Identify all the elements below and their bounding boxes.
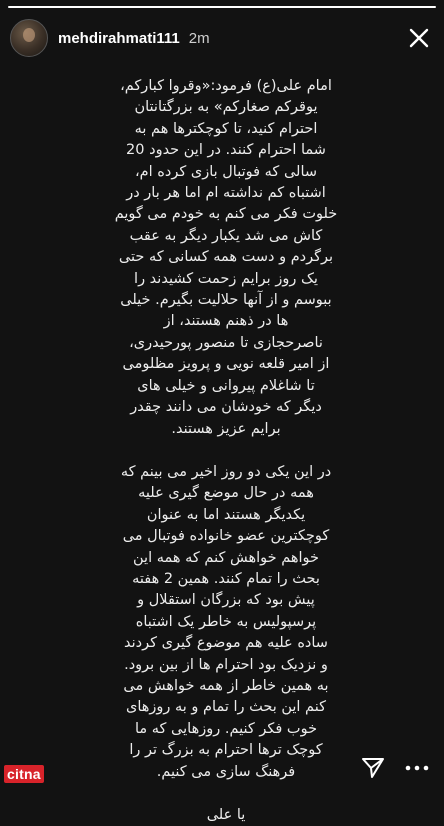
timestamp: 2m — [188, 29, 210, 47]
username-link[interactable]: mehdirahmati111 — [58, 29, 180, 47]
story-signature: یا علی — [206, 807, 246, 823]
close-icon — [408, 27, 430, 49]
story-paragraph-2: در این یکی دو روز اخیر می بینم که همه در حال موضع گیری علیه یکدیگر هستند اما به عنوان کوچکترین عضو خانواده فوتبال می خواهم خواهش کنم که همه این بحث را تمام کنند. همین 2 هفته پیش بود که بزرگان استقلال و پرسپولیس به خاطر یک اشتباه ساده علیه هم موضوع گیری کردند و نزدیک بود احترام ها از بین برود. به همین خاطر از همه خواهش می کنم این بحث را تمام و به روزهای خوب فکر کنیم. روزهایی که ما کوچک ترها احترام به بزرگ تر را فرهنگ سازی می کنیم. — [120, 463, 332, 780]
story-paragraph-1: امام علی(ع) فرمود:«وقروا کبارکم، یوقرکم صغارکم» به بزرگتانتان احترام کنید، تا کوچکترها هم به شما احترام کنند. در این حدود 20 سالی که فوتبال بازی کرده ام، اشتباه کم نداشته ام اما هر بار در خلوت فکر می کنم به خودم می گویم کاش می شد یکبار دیگر به عقب برگردم و دست همه کسانی که حتی یک روز برایم زحمت کشیدند را ببوسم و از آنها حلالیت بگیرم. خیلی ها در ذهنم هستند، از ناصرحجازی تا منصور پورحیدری، از امیر قلعه نویی و پرویز مظلومی تا شاغلام پیروانی و خیلی های دیگر که خودشان می دانند چقدر برایم عزیز هستند. — [114, 78, 338, 437]
story-footer — [0, 745, 444, 789]
more-options-icon — [405, 765, 429, 771]
close-button[interactable] — [404, 23, 434, 53]
share-button[interactable] — [360, 755, 386, 781]
story-progress-bar — [8, 6, 436, 8]
send-icon — [360, 755, 386, 781]
story-text-content — [58, 76, 394, 826]
more-options-button[interactable] — [402, 757, 432, 779]
story-header — [10, 18, 434, 58]
citna-watermark-logo — [4, 765, 44, 783]
watermark-text: citna — [4, 765, 44, 783]
story-progress-fill — [8, 6, 436, 8]
avatar[interactable] — [10, 19, 48, 57]
